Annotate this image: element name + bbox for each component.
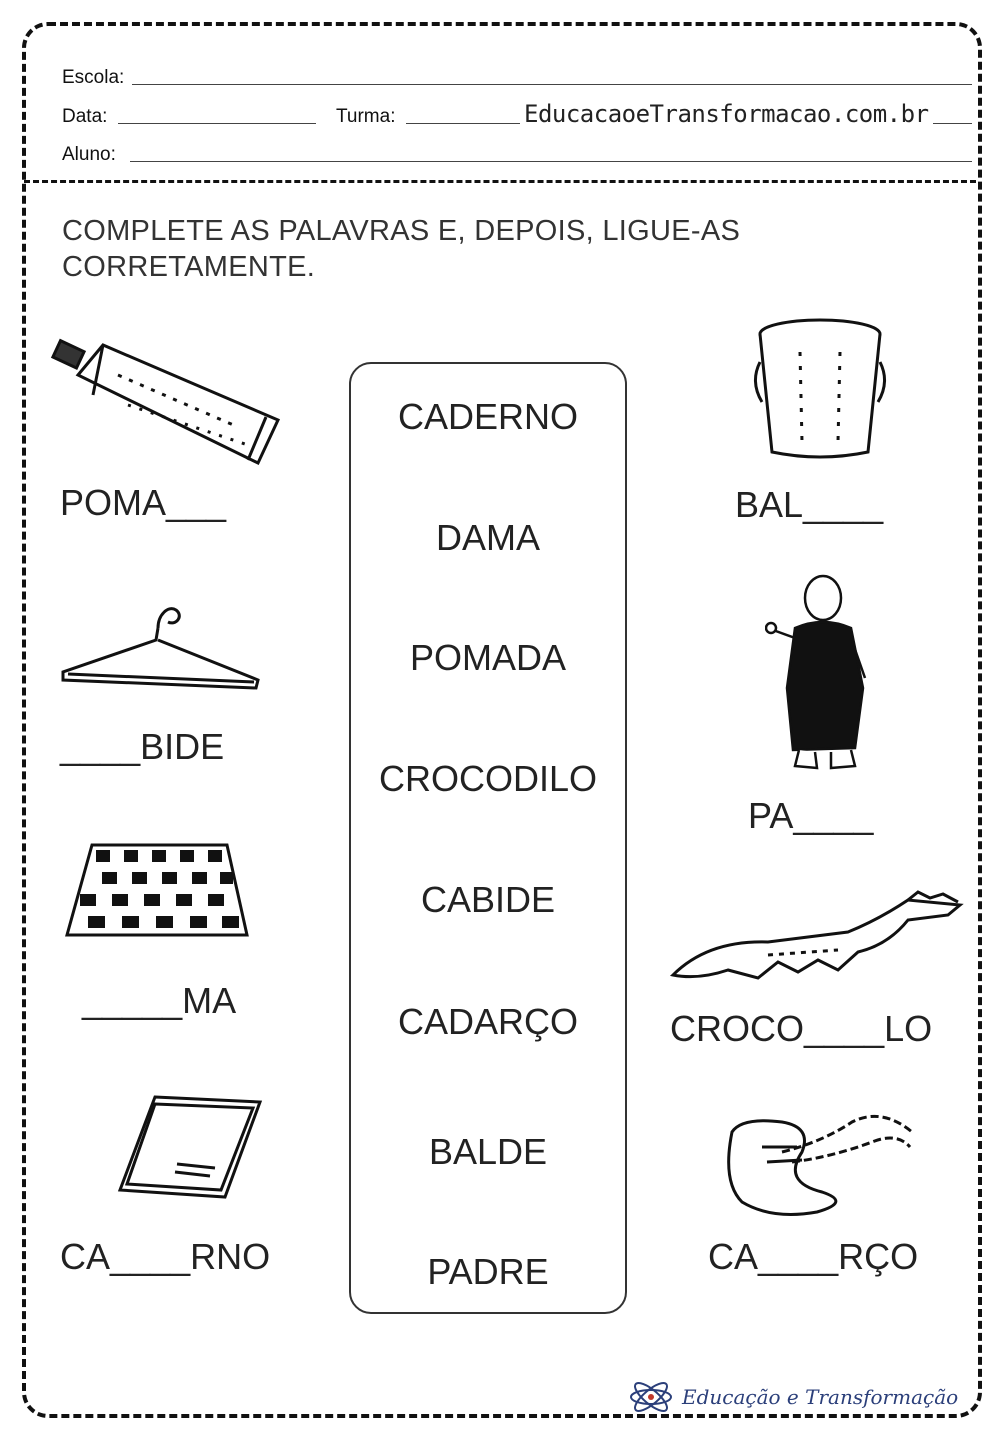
word-bank-item[interactable]: CROCODILO: [378, 758, 598, 799]
right-word-3: CROCO____LO: [670, 1008, 933, 1049]
word-bank-item[interactable]: BALDE: [428, 1131, 548, 1172]
word-bank-item[interactable]: PADRE: [427, 1251, 549, 1292]
class-label: Turma:: [336, 106, 396, 127]
crocodile-icon: [668, 880, 968, 998]
word-bank-item[interactable]: CADERNO: [397, 396, 579, 437]
word-bank-item[interactable]: DAMA: [435, 517, 540, 558]
left-word-1: POMA___: [60, 482, 227, 523]
bucket-icon: [750, 312, 890, 462]
notebook-icon: [115, 1092, 265, 1202]
instruction-line-1: COMPLETE AS PALAVRAS E, DEPOIS, LIGUE-AS: [62, 215, 741, 247]
word-bank-item[interactable]: CABIDE: [420, 879, 556, 920]
header-divider: [24, 180, 976, 183]
hanger-icon: [58, 600, 263, 695]
website-text: EducacaoeTransformacao.com.br: [520, 100, 933, 128]
student-field[interactable]: [130, 161, 972, 162]
priest-icon: [765, 568, 875, 773]
footer-brand: [628, 1382, 958, 1412]
right-word-2: PA____: [748, 795, 874, 836]
word-bank: [349, 362, 627, 1314]
right-word-1: BAL____: [735, 484, 884, 525]
school-label: Escola:: [62, 67, 125, 88]
school-field[interactable]: [132, 84, 972, 85]
left-word-3: _____MA: [82, 980, 237, 1021]
left-word-2: ____BIDE: [60, 726, 225, 767]
right-word-4: CA____RÇO: [708, 1236, 919, 1277]
word-bank-item[interactable]: POMADA: [409, 637, 567, 678]
date-label: Data:: [62, 106, 108, 127]
left-word-4: CA____RNO: [60, 1236, 271, 1277]
ointment-tube-icon: [48, 335, 284, 470]
atom-logo-icon: [628, 1382, 674, 1412]
shoelace-icon: [722, 1102, 918, 1222]
footer-brand-text: Educação e Transformação: [682, 1385, 959, 1409]
date-field[interactable]: [118, 123, 316, 124]
instruction-line-2: CORRETAMENTE.: [62, 251, 316, 283]
instruction: [62, 213, 740, 285]
student-label: Aluno:: [62, 144, 116, 165]
checkerboard-icon: [62, 840, 252, 940]
word-bank-item[interactable]: CADARÇO: [397, 1001, 579, 1042]
